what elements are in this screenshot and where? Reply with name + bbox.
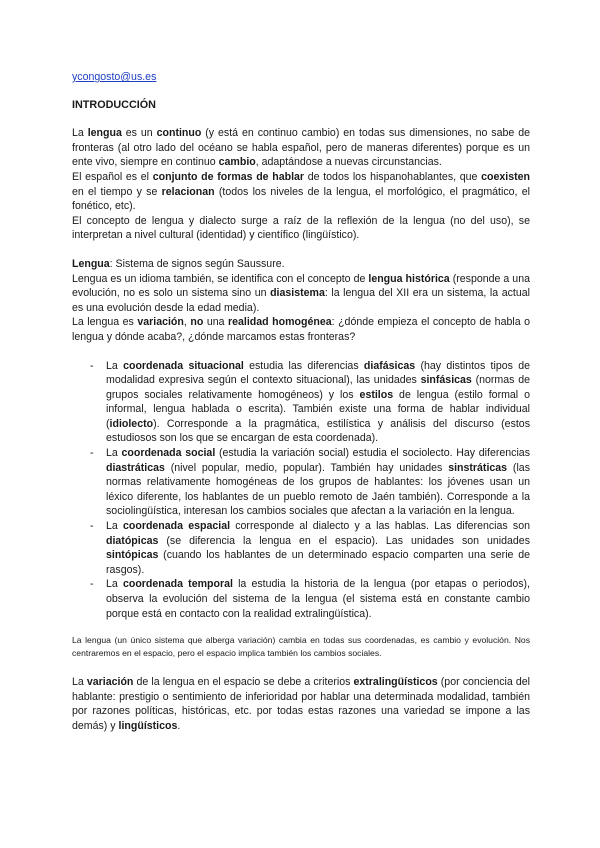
bold-term: diafásicas: [363, 359, 416, 372]
bold-term: sinfásicas: [420, 374, 472, 387]
bold-term: variación: [86, 676, 134, 688]
bullet-dash: -: [90, 447, 94, 460]
list-item-temporal: [72, 577, 530, 621]
list-item-espacial: [72, 519, 530, 577]
document-page: [72, 70, 530, 733]
bold-term: estilos: [359, 388, 394, 401]
summary-note: La lengua (un único sistema que alberga variación) cambia en todas sus coordenadas, es cambio y evolución. Nos centraremos en el espacio, pero el espacio implica también los cambios sociales.: [72, 635, 530, 658]
bold-term: coordenada temporal: [122, 578, 233, 591]
list-item-text: La coordenada espacial corresponde al dialecto y a las hablas. Las diferencias son diatópicas (se diferencia la lengua en el espacio). Las unidades son unidades sintópicas (cuando los hablantes de un determinado espacio comparten una serie de rasgos).: [106, 520, 530, 576]
bold-term: lingüísticos: [118, 719, 178, 732]
bullet-dash: -: [90, 578, 94, 591]
paragraph-variacion: La lengua es variación, no una realidad homogénea: ¿dónde empieza el concepto de habla o lengua y dónde acaba?, ¿dónde marcamos estas fronteras?: [72, 316, 531, 343]
bold-term: lengua histórica: [368, 272, 450, 285]
bold-term: extralingüísticos: [353, 676, 438, 688]
bold-term: realidad homogénea: [228, 316, 332, 329]
bold-term: sintópicas: [106, 549, 159, 562]
bold-term: lengua: [87, 127, 122, 140]
list-item-text: La coordenada situacional estudia las diferencias diafásicas (hay distintos tipos de modalidad expresiva según el contexto situacional), las unidades sinfásicas (normas de grupos sociales relativamente homogéneos) y los estilos de lengua (estilo formal o informal, lengua hablada o escrita). También existe una forma de hablar individual (idiolecto). Corresponde a la pragmática, estilística y análisis del discurso (estos estudiosos son los que se encargan de esta coordenada).: [106, 359, 531, 445]
bold-term: idiolecto: [109, 417, 154, 430]
bold-term: continuo: [156, 127, 202, 140]
bullet-dash: -: [90, 359, 94, 372]
author-email-link[interactable]: ycongosto@us.es: [72, 71, 157, 83]
bold-term: conjunto de formas de hablar: [152, 170, 305, 183]
bold-term: variación: [137, 316, 184, 329]
bold-term: sinstráticas: [448, 461, 508, 474]
paragraph-lengua-definition: Lengua: Sistema de signos según Saussure.: [72, 257, 285, 270]
bold-term: coordenada espacial: [122, 520, 231, 533]
coordinates-list: [72, 359, 530, 622]
section-title: INTRODUCCIÓN: [72, 98, 156, 111]
bold-term: coordenada social: [121, 447, 216, 460]
bold-term: no: [190, 316, 204, 329]
paragraph-concepto: El concepto de lengua y dialecto surge a raíz de la reflexión de la lengua (no del uso), se interpretan a nivel cultural (identidad) y científico (lingüístico).: [72, 214, 530, 242]
bullet-dash: -: [90, 520, 94, 533]
list-item-text: La coordenada social (estudia la variación social) estudia el sociolecto. Hay diferencias diastráticas (nivel popular, medio, popular). También hay unidades sinstráticas (las normas relativamente homogéneas de los grupos de hablantes: los jóvenes usan un léxico diferente, los hablantes de un pueblo remoto de Jaén también). Corresponde a la sociolingüística, interesan los cambios sociales que afectan a la variación en la lengua.: [106, 447, 530, 518]
bold-term: coexisten: [481, 170, 530, 183]
bold-term: Lengua: [72, 257, 110, 270]
list-item-social: [72, 446, 530, 519]
paragraph-variacion-espacio: La variación de la lengua en el espacio se debe a criterios extralingüísticos (por conciencia del hablante: prestigio o sentimiento de inferioridad por hablar una determinada modalidad, también por razones políticas, históricas, etc. por todas estas razones una variedad se impone a las demás) y lingüísticos.: [72, 676, 530, 732]
bold-term: relacionan: [161, 185, 215, 198]
paragraph-conjunto: El español es el conjunto de formas de hablar de todos los hispanohablantes, que coexisten en el tiempo y se relacionan (todos los niveles de la lengua, el morfológico, el pragmático, el fonético, etc).: [72, 170, 530, 213]
paragraph-continuo: La lengua es un continuo (y está en continuo cambio) en todas sus dimensiones, no sabe de fronteras (al otro lado del océano se habla español, pero de maneras diferentes) porque es un ente vivo, siempre en continuo cambio, adaptándose a nuevas circunstancias.: [72, 127, 530, 169]
list-item-text: La coordenada temporal la estudia la historia de la lengua (por etapas o periodos), observa la evolución del sistema de la lengua (el sistema está en constante cambio porque está en contacto con la realidad extralingüística).: [106, 578, 530, 620]
bold-term: cambio: [218, 156, 256, 169]
spacer: [72, 243, 530, 257]
list-item-situacional: [72, 359, 530, 447]
bold-term: diatópicas: [106, 534, 159, 547]
bold-term: diasistema: [270, 287, 325, 300]
paragraph-lengua-historica: Lengua es un idioma también, se identifica con el concepto de lengua histórica (responde a una evolución, no es solo un sistema sino un diasistema: la lengua del XII era un sistema, la actual es una evolución desde la edad media).: [72, 272, 531, 314]
bold-term: diastráticas: [106, 461, 165, 474]
bold-term: coordenada situacional: [123, 359, 244, 372]
